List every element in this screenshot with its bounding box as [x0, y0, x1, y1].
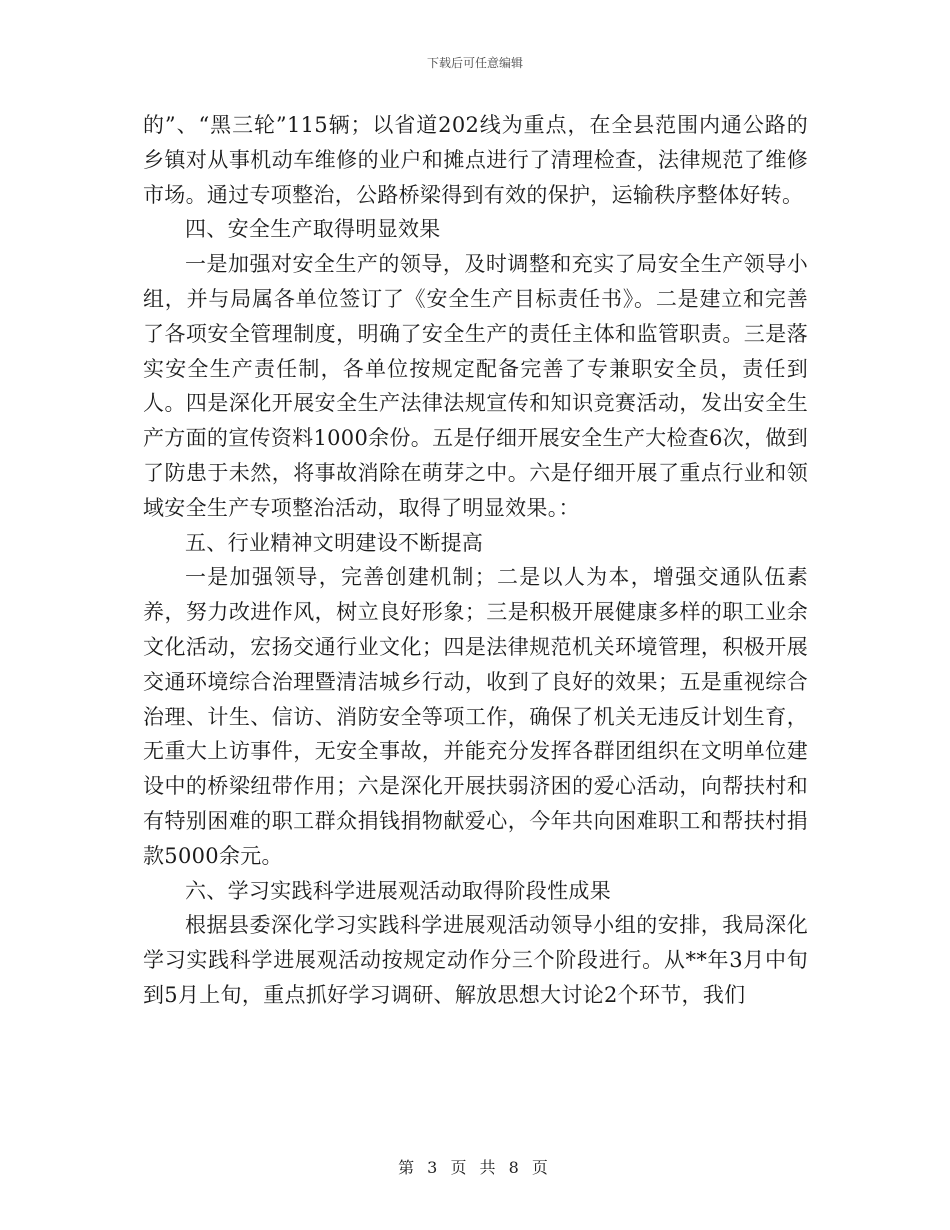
document-body — [143, 108, 808, 1013]
paragraph-continuation: 的”、“黑三轮”115辆；以省道202线为重点，在全县范围内通公路的乡镇对从事机动车维修的业户和摊点进行了清理检查，法律规范了维修市场。通过专项整治，公路桥梁得到有效的保护，运输秩序整体好转。 — [143, 113, 808, 207]
section-heading-study: 六、学习实践科学进展观活动取得阶段性成果 — [185, 878, 611, 903]
section-heading-civilization: 五、行业精神文明建设不断提高 — [185, 530, 484, 555]
paragraph-civilization: 一是加强领导，完善创建机制；二是以人为本，增强交通队伍素养，努力改进作风，树立良好形象；三是积极开展健康多样的职工业余文化活动，宏扬交通行业文化；四是法律规范机关环境管理，积极开展交通环境综合治理暨清洁城乡行动，收到了良好的效果；五是重视综合治理、计生、信访、消防安全等项工作，确保了机关无违反计划生育，无重大上访事件，无安全事故，并能充分发挥各群团组织在文明单位建设中的桥梁纽带作用；六是深化开展扶弱济困的爱心活动，向帮扶村和有特别困难的职工群众捐钱捐物献爱心，今年共向困难职工和帮扶村捐款5000余元。 — [143, 565, 808, 868]
paragraph-study: 根据县委深化学习实践科学进展观活动领导小组的安排，我局深化学习实践科学进展观活动按规定动作分三个阶段进行。从**年3月中旬到5月上旬，重点抓好学习调研、解放思想大讨论2个环节，我们 — [143, 913, 808, 1007]
section-heading-safety: 四、安全生产取得明显效果 — [185, 217, 441, 242]
page-number-footer: 第 3 页 共 8 页 — [398, 1158, 552, 1177]
paragraph-safety: 一是加强对安全生产的领导，及时调整和充实了局安全生产领导小组，并与局属各单位签订了《安全生产目标责任书》。二是建立和完善了各项安全管理制度，明确了安全生产的责任主体和监管职责。三是落实安全生产责任制，各单位按规定配备完善了专兼职安全员，责任到人。四是深化开展安全生产法律法规宣传和知识竞赛活动，发出安全生产方面的宣传资料1000余份。五是仔细开展安全生产大检查6次，做到了防患于未然，将事故消除在萌芽之中。六是仔细开展了重点行业和领域安全生产专项整治活动，取得了明显效果。： — [143, 252, 808, 520]
page-header-note: 下载后可任意编辑 — [426, 56, 523, 70]
